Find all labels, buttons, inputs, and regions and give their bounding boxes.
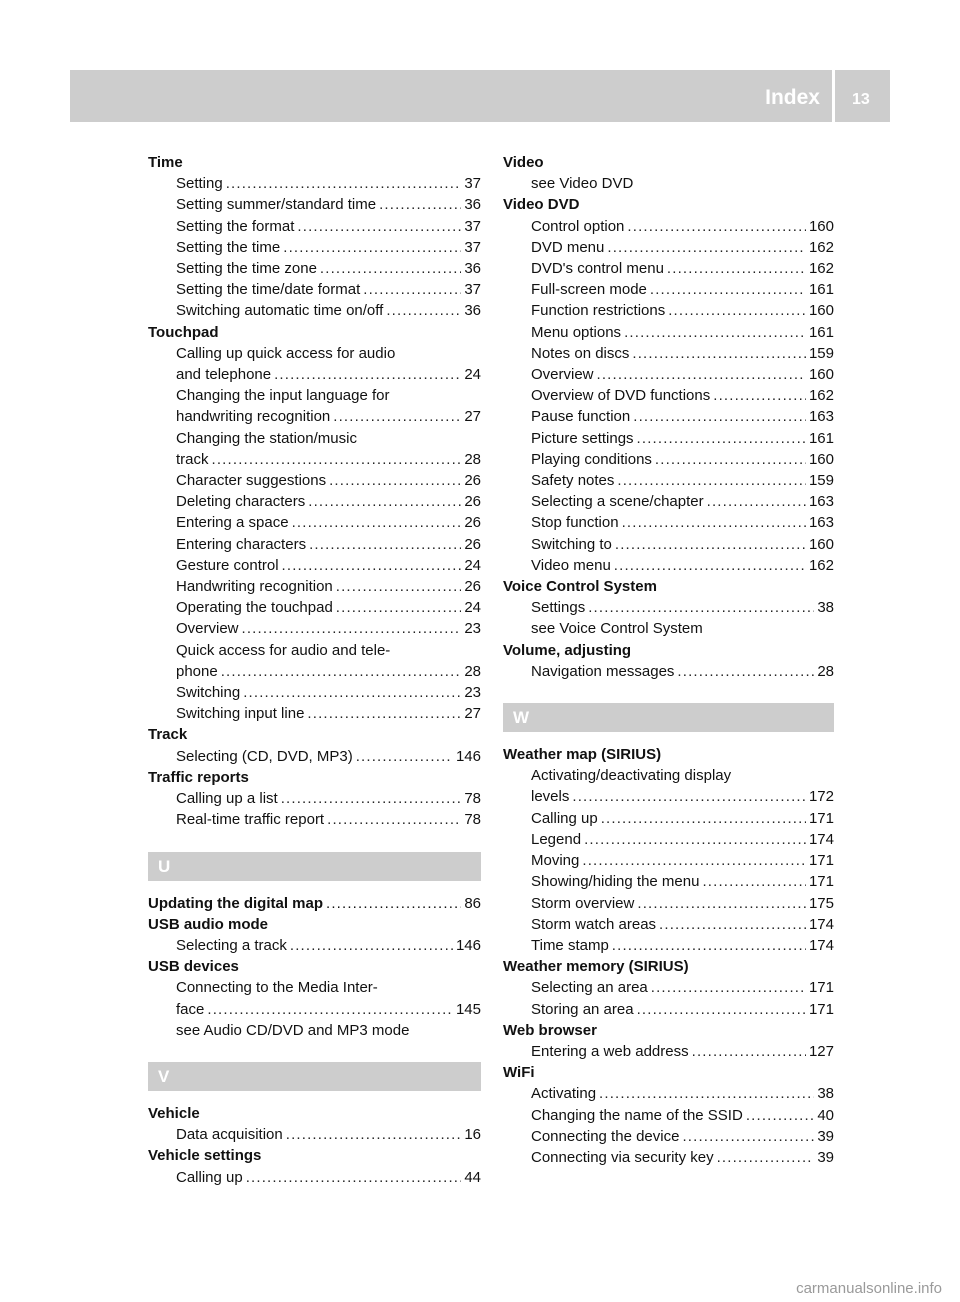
entry-label: Switching automatic time on/off [176,302,384,320]
leader-dots [282,555,462,576]
index-entry[interactable] [503,300,834,321]
entry-label: Pause function [531,408,631,426]
index-subentry-line: see Voice Control System [531,620,703,638]
entry-label: DVD's control menu [531,260,664,278]
index-heading: Web browser [503,1021,597,1039]
leader-dots [242,618,462,639]
index-heading: Vehicle [148,1104,200,1122]
index-entry[interactable] [503,661,834,682]
entry-label: and telephone [176,366,272,384]
entry-page-number: 26 [464,578,481,596]
entry-label: Connecting via security key [531,1148,714,1166]
index-column-right [503,152,834,1168]
entry-label: phone [176,662,218,680]
leader-dots [637,428,806,449]
leader-dots [667,258,806,279]
leader-dots [615,534,806,555]
index-entry[interactable] [503,470,834,491]
entry-page-number: 162 [808,260,834,278]
index-entry[interactable] [148,618,481,639]
entry-label: Entering a space [176,514,289,532]
leader-dots [207,999,453,1020]
index-entry[interactable] [503,893,834,914]
leader-dots [283,237,461,258]
entry-label: Setting summer/standard time [176,196,377,214]
entry-label: Overview of DVD functions [531,387,711,405]
index-entry[interactable] [148,746,481,767]
entry-page-number: 36 [464,302,481,320]
entry-label: face [176,1000,205,1018]
entry-page-number: 36 [464,196,481,214]
entry-label: Setting [176,175,223,193]
index-entry[interactable] [148,1167,481,1188]
index-entry[interactable] [148,279,481,300]
leader-dots [582,850,806,871]
index-entry[interactable] [503,449,834,470]
entry-label: Playing conditions [531,450,652,468]
index-entry[interactable] [148,449,481,470]
index-heading: Vehicle settings [148,1147,262,1165]
leader-dots [246,1167,462,1188]
index-entry[interactable] [148,300,481,321]
index-heading: Weather memory (SIRIUS) [503,958,689,976]
entry-page-number: 161 [808,429,834,447]
leader-dots [221,661,462,682]
entry-page-number: 161 [808,281,834,299]
index-entry[interactable] [503,871,834,892]
index-heading: Track [148,726,188,744]
index-subentry-line: Connecting to the Media Inter- [176,979,378,997]
page-number: 13 [852,91,870,108]
entry-label: Notes on discs [531,344,630,362]
entry-label: Updating the digital map [148,894,323,912]
entry-page-number: 27 [464,705,481,723]
index-heading: Traffic reports [148,768,249,786]
entry-label: Setting the time [176,238,281,256]
leader-dots [356,746,453,767]
entry-page-number: 44 [464,1168,481,1186]
index-subentry-line: see Audio CD/DVD and MP3 mode [176,1021,410,1039]
leader-dots [601,808,806,829]
entry-page-number: 24 [464,599,481,617]
index-entry[interactable] [148,999,481,1020]
entry-page-number: 160 [808,366,834,384]
index-entry[interactable] [503,237,834,258]
index-entry[interactable] [148,809,481,830]
entry-label: Switching to [531,535,612,553]
index-subentry-line: Quick access for audio and tele- [176,641,391,659]
leader-dots [597,364,806,385]
entry-page-number: 159 [808,472,834,490]
index-entry[interactable] [503,597,834,618]
entry-label: Switching [176,684,241,702]
leader-dots [584,829,806,850]
index-entry[interactable] [503,322,834,343]
entry-label: levels [531,788,570,806]
leader-dots [286,1124,462,1145]
index-entry[interactable] [148,682,481,703]
entry-page-number: 159 [808,344,834,362]
entry-page-number: 78 [464,790,481,808]
index-heading: Voice Control System [503,578,657,596]
entry-page-number: 36 [464,260,481,278]
leader-dots [588,597,814,618]
entry-label: Storm watch areas [531,915,657,933]
index-entry[interactable] [148,597,481,618]
header-separator [832,70,835,122]
index-entry[interactable] [503,279,834,300]
leader-dots [655,449,806,470]
leader-dots [607,237,806,258]
entry-page-number: 28 [464,450,481,468]
leader-dots [622,512,806,533]
leader-dots [617,470,806,491]
entry-page-number: 37 [464,217,481,235]
entry-page-number: 38 [817,1085,834,1103]
section-letter: V [148,1062,481,1091]
entry-label: Setting the format [176,217,295,235]
leader-dots [308,491,461,512]
leader-dots [624,322,806,343]
leader-dots [614,555,806,576]
leader-dots [290,935,453,956]
index-entry[interactable] [148,576,481,597]
index-subentry-line: Changing the input language for [176,387,390,405]
leader-dots [650,279,806,300]
index-heading: Weather map (SIRIUS) [503,746,662,764]
entry-page-number: 163 [808,408,834,426]
entry-label: Connecting the device [531,1127,680,1145]
index-entry[interactable] [503,914,834,935]
leader-dots [717,1147,815,1168]
index-heading: WiFi [503,1064,535,1082]
entry-label: Overview [176,620,239,638]
entry-page-number: 37 [464,175,481,193]
leader-dots [297,216,461,237]
entry-page-number: 37 [464,238,481,256]
leader-dots [326,893,461,914]
index-entry[interactable] [503,850,834,871]
entry-page-number: 145 [455,1000,481,1018]
leader-dots [274,364,461,385]
index-heading: Video DVD [503,196,580,214]
watermark: carmanualsonline.info [796,1280,942,1297]
index-entry[interactable] [148,512,481,533]
entry-page-number: 160 [808,302,834,320]
entry-label: Handwriting recognition [176,578,333,596]
entry-label: Entering a web address [531,1042,689,1060]
leader-dots [336,576,462,597]
entry-page-number: 27 [464,408,481,426]
entry-page-number: 23 [464,684,481,702]
entry-label: Deleting characters [176,493,306,511]
entry-page-number: 26 [464,472,481,490]
entry-page-number: 160 [808,217,834,235]
leader-dots [226,173,462,194]
entry-page-number: 26 [464,535,481,553]
leader-dots [363,279,461,300]
entry-page-number: 86 [464,894,481,912]
entry-page-number: 160 [808,450,834,468]
entry-label: Gesture control [176,556,279,574]
leader-dots [307,703,461,724]
index-entry[interactable] [503,829,834,850]
index-heading: USB audio mode [148,915,269,933]
entry-label: Settings [531,599,586,617]
entry-page-number: 78 [464,811,481,829]
leader-dots [632,343,806,364]
index-entry[interactable] [503,935,834,956]
entry-page-number: 37 [464,281,481,299]
leader-dots [692,1041,806,1062]
index-entry[interactable] [503,1041,834,1062]
index-entry[interactable] [503,428,834,449]
section-letter: U [148,852,481,881]
entry-label: Safety notes [531,472,615,490]
entry-label: Time stamp [531,936,609,954]
entry-label: Changing the name of the SSID [531,1106,743,1124]
index-title: Index [765,86,820,109]
index-subentry-line: Activating/deactivating display [531,767,732,785]
entry-page-number: 171 [808,1000,834,1018]
entry-label: Legend [531,830,582,848]
index-entry[interactable] [503,786,834,807]
entry-label: Control option [531,217,625,235]
entry-label: handwriting recognition [176,408,331,426]
entry-label: Calling up [531,809,598,827]
entry-page-number: 174 [808,830,834,848]
index-entry[interactable] [503,534,834,555]
index-entry[interactable] [503,512,834,533]
entry-label: Function restrictions [531,302,666,320]
leader-dots [702,871,806,892]
index-entry[interactable] [148,935,481,956]
index-entry[interactable] [503,1083,834,1104]
entry-page-number: 162 [808,238,834,256]
index-heading: USB devices [148,958,239,976]
entry-label: Setting the time/date format [176,281,361,299]
index-heading: Video [503,154,544,171]
leader-dots [333,406,461,427]
leader-dots [612,935,806,956]
entry-label: Selecting an area [531,979,648,997]
entry-page-number: 171 [808,809,834,827]
entry-label: Video menu [531,556,611,574]
entry-page-number: 23 [464,620,481,638]
entry-label: Setting the time zone [176,260,317,278]
leader-dots [651,977,806,998]
index-entry[interactable] [148,194,481,215]
entry-page-number: 24 [464,556,481,574]
index-subentry-line: Calling up quick access for audio [176,344,396,362]
entry-label: Data acquisition [176,1126,283,1144]
entry-page-number: 163 [808,514,834,532]
entry-page-number: 16 [464,1126,481,1144]
index-entry[interactable] [503,491,834,512]
index-subentry-line: Changing the station/music [176,429,357,447]
index-entry[interactable] [503,1126,834,1147]
leader-dots [327,809,461,830]
entry-page-number: 28 [464,662,481,680]
index-entry[interactable] [503,385,834,406]
entry-label: Activating [531,1085,597,1103]
leader-dots [599,1083,814,1104]
entry-page-number: 175 [808,894,834,912]
entry-label: Menu options [531,323,622,341]
index-entry[interactable] [148,788,481,809]
index-column-left [148,152,481,1188]
leader-dots [309,534,461,555]
entry-page-number: 28 [817,662,834,680]
entry-label: Entering characters [176,535,307,553]
entry-page-number: 39 [817,1148,834,1166]
entry-page-number: 174 [808,936,834,954]
index-entry[interactable] [503,364,834,385]
entry-label: Stop function [531,514,619,532]
entry-page-number: 163 [808,493,834,511]
entry-page-number: 171 [808,873,834,891]
entry-label: Navigation messages [531,662,675,680]
index-entry[interactable] [503,808,834,829]
entry-label: Character suggestions [176,472,327,490]
entry-page-number: 174 [808,915,834,933]
entry-page-number: 146 [455,936,481,954]
leader-dots [633,406,806,427]
leader-dots [336,597,462,618]
index-entry[interactable] [503,999,834,1020]
entry-label: Switching input line [176,705,305,723]
index-heading: Volume, adjusting [503,641,632,659]
leader-dots [677,661,814,682]
entry-label: Storing an area [531,1000,634,1018]
index-entry[interactable] [148,470,481,491]
index-entry[interactable] [148,173,481,194]
index-heading: Touchpad [148,323,219,341]
index-entry[interactable] [503,1105,834,1126]
index-entry[interactable] [148,237,481,258]
entry-label: Overview [531,366,594,384]
leader-dots [637,999,806,1020]
leader-dots [637,893,806,914]
entry-label: Moving [531,852,580,870]
index-entry[interactable] [148,555,481,576]
leader-dots [668,300,806,321]
index-entry[interactable] [503,216,834,237]
entry-label: Selecting a scene/chapter [531,493,704,511]
entry-page-number: 40 [817,1106,834,1124]
leader-dots [379,194,461,215]
entry-page-number: 38 [817,599,834,617]
index-subentry-line: see Video DVD [531,175,634,193]
entry-page-number: 162 [808,387,834,405]
entry-label: Selecting (CD, DVD, MP3) [176,747,353,765]
entry-label: track [176,450,209,468]
entry-label: Full-screen mode [531,281,647,299]
entry-page-number: 172 [808,788,834,806]
index-entry[interactable] [503,977,834,998]
leader-dots [212,449,462,470]
leader-dots [292,512,462,533]
entry-page-number: 171 [808,852,834,870]
index-entry[interactable] [148,491,481,512]
entry-page-number: 146 [455,747,481,765]
leader-dots [329,470,461,491]
leader-dots [320,258,461,279]
entry-label: Showing/hiding the menu [531,873,700,891]
index-entry[interactable] [503,258,834,279]
leader-dots [627,216,806,237]
index-entry[interactable] [503,555,834,576]
entry-page-number: 162 [808,556,834,574]
index-entry[interactable] [148,364,481,385]
entry-page-number: 39 [817,1127,834,1145]
entry-label: Selecting a track [176,936,287,954]
entry-page-number: 161 [808,323,834,341]
entry-label: Storm overview [531,894,635,912]
index-entry[interactable] [503,343,834,364]
entry-label: DVD menu [531,238,605,256]
index-entry[interactable] [148,258,481,279]
index-entry[interactable] [148,703,481,724]
entry-page-number: 26 [464,493,481,511]
entry-label: Operating the touchpad [176,599,333,617]
index-entry[interactable] [503,1147,834,1168]
leader-dots [281,788,462,809]
entry-page-number: 160 [808,535,834,553]
index-entry[interactable] [148,1124,481,1145]
entry-page-number: 26 [464,514,481,532]
entry-label: Calling up [176,1168,243,1186]
index-heading-entry[interactable] [148,893,481,914]
index-entry[interactable] [148,216,481,237]
entry-page-number: 24 [464,366,481,384]
leader-dots [572,786,806,807]
entry-label: Calling up a list [176,790,278,808]
index-entry[interactable] [148,534,481,555]
leader-dots [243,682,461,703]
leader-dots [713,385,806,406]
leader-dots [682,1126,814,1147]
index-heading: Time [148,154,183,171]
index-entry[interactable] [503,406,834,427]
index-entry[interactable] [148,661,481,682]
leader-dots [659,914,806,935]
index-entry[interactable] [148,406,481,427]
leader-dots [707,491,806,512]
entry-label: Picture settings [531,429,634,447]
entry-page-number: 127 [808,1042,834,1060]
entry-label: Real-time traffic report [176,811,325,829]
leader-dots [386,300,461,321]
leader-dots [746,1105,815,1126]
section-letter: W [503,703,834,732]
entry-page-number: 171 [808,979,834,997]
